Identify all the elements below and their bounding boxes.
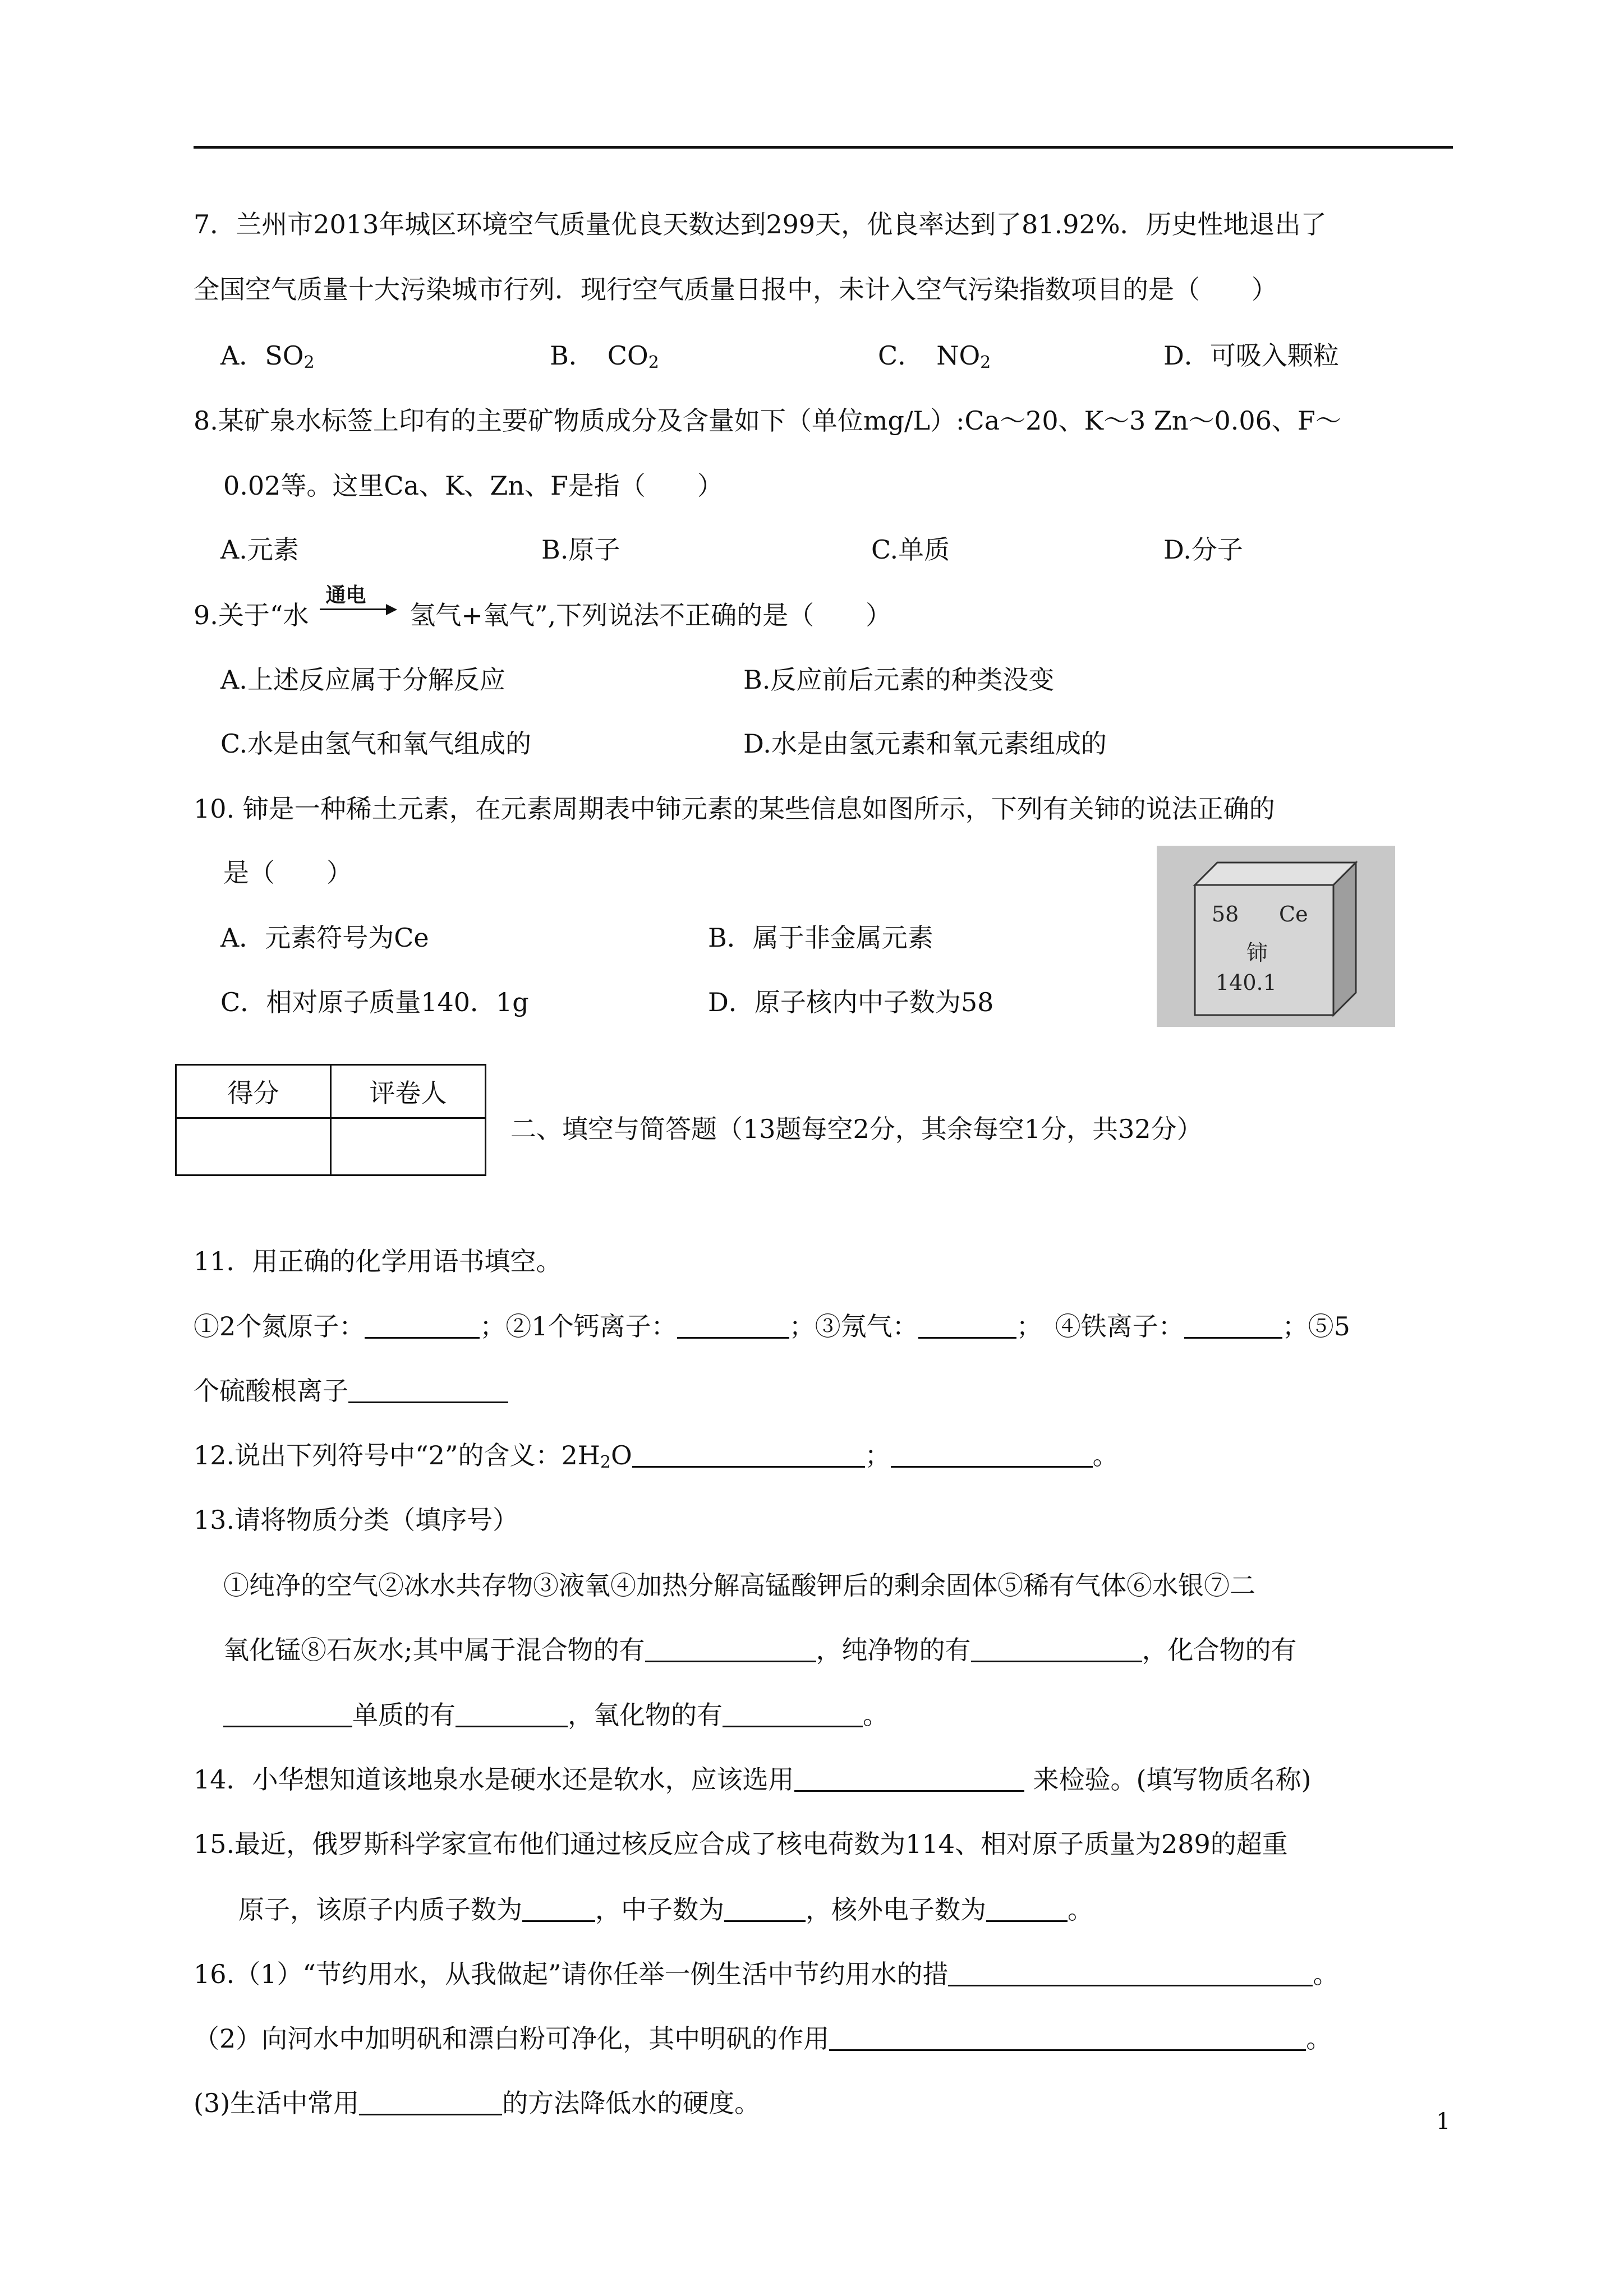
q10-option-a: A．元素符号为Ce <box>220 923 429 953</box>
q8-option-a: A.元素 <box>220 534 299 565</box>
q8-option-b: B.原子 <box>541 534 620 565</box>
element-symbol: Ce <box>1279 902 1308 926</box>
q9-option-a: A.上述反应属于分解反应 <box>220 665 505 695</box>
q9-option-d: D.水是由氢元素和氧元素组成的 <box>743 729 1107 759</box>
q12-blank-2 <box>891 1441 1093 1468</box>
q15-blank-2 <box>724 1896 806 1922</box>
q15-line1: 15.最近，俄罗斯科学家宣布他们通过核反应合成了核电荷数为114、相对原子质量为289的超重 <box>194 1829 1288 1859</box>
q8-line2: 0.02等。这里Ca、K、Zn、F是指（ ） <box>223 471 723 501</box>
page-number: 1 <box>1436 2109 1451 2134</box>
q16-blank-2 <box>829 2025 1306 2051</box>
header-rule <box>194 146 1453 149</box>
q10-line2: 是（ ） <box>223 857 352 888</box>
element-name: 铈 <box>1246 940 1268 965</box>
q16-blank-1 <box>948 1960 1313 1986</box>
q7-line1: 7．兰州市2013年城区环境空气质量优良天数达到299天，优良率达到了81.92%．历史性地退出了 <box>194 209 1327 239</box>
q16-line2: （2）向河水中加明矾和漂白粉可净化，其中明矾的作用 。 <box>194 2023 1332 2054</box>
q9-stem-post: 氢气+氧气”,下列说法不正确的是（ ） <box>410 600 892 630</box>
q9-stem-pre: 9.关于“水 <box>194 600 309 630</box>
q13-line1: 13.请将物质分类（填序号） <box>194 1505 519 1535</box>
q14-line: 14．小华想知道该地泉水是硬水还是软水，应该选用 来检验。(填写物质名称) <box>194 1764 1312 1795</box>
q11-blank-3 <box>918 1312 1016 1339</box>
element-mass: 140.1 <box>1216 970 1277 995</box>
q13-blank-1 <box>645 1636 816 1662</box>
q15-blank-1 <box>522 1896 595 1922</box>
q9-option-c: C.水是由氢气和氧气组成的 <box>220 729 532 759</box>
reaction-condition: 通电 <box>325 583 366 607</box>
q13-line4: 单质的有 ，氧化物的有 。 <box>223 1698 889 1732</box>
q13-blank-4 <box>456 1701 568 1727</box>
q15-blank-3 <box>986 1896 1068 1922</box>
element-number: 58 <box>1212 902 1239 926</box>
q9-stem <box>194 583 892 632</box>
reaction-arrow-icon <box>320 583 398 632</box>
q10-option-d: D．原子核内中子数为58 <box>708 987 994 1017</box>
q12-blank-1 <box>632 1441 865 1468</box>
q13-blank-2 <box>971 1636 1142 1662</box>
q12-line: 12.说出下列符号中“2”的含义：$2H_2O$ ； 。 <box>194 1440 1119 1472</box>
q11-blank-2 <box>677 1312 789 1339</box>
score-header: 得分 <box>176 1065 331 1118</box>
q16-line3: (3)生活中常用 的方法降低水的硬度。 <box>194 2088 761 2118</box>
q16-line1: 16.（1）“节约用水，从我做起”请你任举一例生活中节约用水的措 。 <box>194 1959 1339 1989</box>
element-cube-figure <box>1157 846 1395 1027</box>
q11-blank-5 <box>348 1377 508 1403</box>
score-table <box>175 1064 486 1176</box>
q10-line1: 10. 铈是一种稀土元素，在元素周期表中铈元素的某些信息如图所示，下列有关铈的说法正确的 <box>194 794 1275 824</box>
section-2-heading: 二、填空与简答题（13题每空2分，其余每空1分，共32分） <box>510 1114 1203 1144</box>
q11-line1: 11．用正确的化学用语书填空。 <box>194 1246 562 1276</box>
q7-option-a: A．$SO_2$ <box>220 340 315 372</box>
q16-blank-3 <box>359 2089 502 2115</box>
q11-line2: ①2个氮原子： ；②1个钙离子： ；③氖气： ； ④铁离子： ；⑤5 <box>194 1311 1350 1341</box>
q8-option-d: D.分子 <box>1163 534 1243 565</box>
q7-option-b: B． $CO_2$ <box>550 340 659 372</box>
q13-blank-3 <box>223 1701 352 1727</box>
q10-option-b: B．属于非金属元素 <box>708 923 933 953</box>
q11-blank-1 <box>365 1312 480 1339</box>
q13-blank-5 <box>723 1701 863 1727</box>
q13-line2: ①纯净的空气②冰水共存物③液氧④加热分解高锰酸钾后的剩余固体⑤稀有气体⑥水银⑦二 <box>223 1570 1255 1601</box>
q8-line1: 8.某矿泉水标签上印有的主要矿物质成分及含量如下（单位mg/L）:Ca～20、K～3 Zn～0.06、F～ <box>194 405 1341 436</box>
q7-option-d: D．可吸入颗粒 <box>1163 340 1339 371</box>
q11-line3: 个硫酸根离子 <box>194 1374 508 1408</box>
q13-line3: 氧化锰⑧石灰水;其中属于混合物的有 ，纯净物的有 ，化合物的有 <box>223 1635 1297 1665</box>
score-cell <box>176 1118 331 1175</box>
q7-option-c: C． $NO_2$ <box>878 340 991 372</box>
q15-line2: 原子，该原子内质子数为 ，中子数为 ，核外电子数为 。 <box>238 1894 1093 1925</box>
grader-cell <box>331 1118 486 1175</box>
q14-blank <box>794 1765 1024 1792</box>
q8-option-c: C.单质 <box>871 534 950 565</box>
grader-header: 评卷人 <box>331 1065 486 1118</box>
q7-line2: 全国空气质量十大污染城市行列．现行空气质量日报中，未计入空气污染指数项目的是（ ） <box>194 274 1277 305</box>
q11-blank-4 <box>1184 1312 1282 1339</box>
q9-option-b: B.反应前后元素的种类没变 <box>743 665 1055 695</box>
q10-option-c: C．相对原子质量140．1g <box>220 987 529 1017</box>
